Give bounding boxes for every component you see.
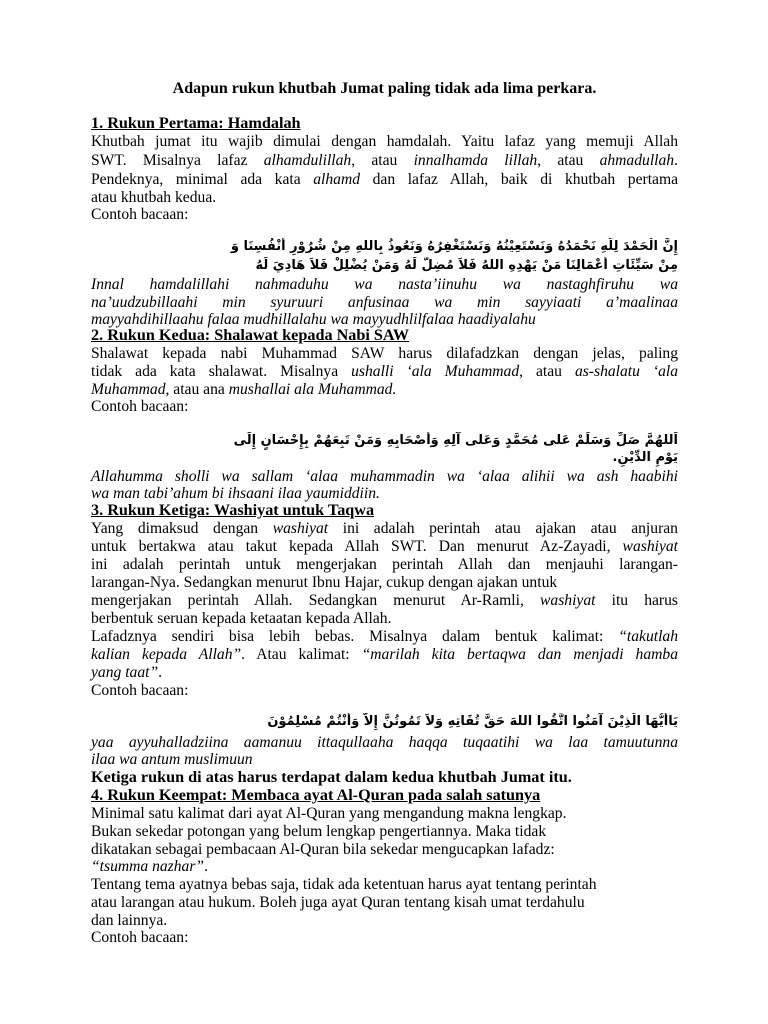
paragraph-line: dan lainnya. — [91, 912, 168, 929]
paragraph-line: “tsumma nazhar”. — [91, 858, 208, 875]
paragraph-line: berbentuk seruan kepada ketaatan kepada Allah. — [91, 610, 392, 627]
paragraph-line: mengerjakan perintah Allah. Sedangkan menurut Ar-Ramli, washiyat itu harus — [91, 592, 678, 609]
paragraph-line: atau khutbah kedua. — [91, 189, 217, 206]
arabic-line: يَوْمِ الدِّيْنِ. — [612, 450, 678, 465]
section-2-heading: 2. Rukun Kedua: Shalawat kepada Nabi SAW — [91, 326, 410, 344]
paragraph-line: untuk bertakwa atau takut kepada Allah SWT. Dan menurut Az-Zayadi, washiyat — [91, 538, 678, 555]
transliteration-line: yaa ayyuhalladziina aamanuu ittaqullaaha haqqa tuqaatihi wa laa tamuutunna — [91, 734, 678, 751]
paragraph-line: yang taat”. — [91, 664, 163, 681]
arabic-line: إِنَّ الْحَمْدَ لِلَّهِ نَحْمَدُهُ وَنَسْتَعِيْنُهُ وَنَسْتَغْفِرُهُ وَنَعُوذُ بِاللهِ مِنْ شُرُوْرِ أَنْفُسِنَا وَ — [230, 239, 678, 254]
arabic-line: اَللهُمَّ صَلِّ وَسَلِّمْ عَلى مُحَمَّدٍ وَعَلى آلِهِ وَأَصْحَابِهِ وَمَنْ تَبِعَهُمْ بِإِحْسَانٍ إِلَى — [233, 433, 678, 448]
paragraph-line: Yang dimaksud dengan washiyat ini adalah perintah atau ajakan atau anjuran — [91, 520, 678, 537]
transliteration-line: na’uudzubillaahi min syuruuri anfusinaa wa min sayyiaati a’maalinaa — [91, 294, 678, 311]
document-title: Adapun rukun khutbah Jumat paling tidak ada lima perkara. — [172, 80, 597, 97]
example-label: Contoh bacaan: — [91, 682, 189, 699]
paragraph-line: Pendeknya, minimal ada kata alhamd dan lafaz Allah, baik di khutbah pertama — [91, 171, 678, 188]
paragraph-line: kalian kepada Allah”. Atau kalimat: “marilah kita bertaqwa dan menjadi hamba — [91, 646, 678, 663]
paragraph-line: tidak ada kata shalawat. Misalnya ushalli ‘ala Muhammad, atau as-shalatu ‘ala — [91, 363, 679, 380]
paragraph-line: Khutbah jumat itu wajib dimulai dengan hamdalah. Yaitu lafaz yang memuji Allah — [91, 133, 678, 150]
paragraph-line: Bukan sekedar potongan yang belum lengkap pengertiannya. Maka tidak — [91, 823, 547, 840]
transliteration-line: Innal hamdalillahi nahmaduhu wa nasta’iinuhu wa nastaghfiruhu wa — [91, 276, 678, 293]
example-label: Contoh bacaan: — [91, 929, 189, 946]
paragraph-line: SWT. Misalnya lafaz alhamdulillah, atau innalhamda lillah, atau ahmadullah. — [91, 152, 678, 169]
transliteration-line: ilaa wa antum muslimuun — [91, 751, 253, 768]
paragraph-line: Tentang tema ayatnya bebas saja, tidak ada ketentuan harus ayat tentang perintah — [91, 876, 597, 893]
example-label: Contoh bacaan: — [91, 398, 189, 415]
paragraph-line: dikatakan sebagai pembacaan Al-Quran bila sekedar mengucapkan lafadz: — [91, 841, 555, 858]
transliteration-line: Allahumma sholli wa sallam ‘alaa muhammadin wa ‘alaa alihii wa ash haabihi — [91, 468, 678, 485]
section-4-heading: 4. Rukun Keempat: Membaca ayat Al-Quran pada salah satunya — [91, 786, 541, 804]
section-note: Ketiga rukun di atas harus terdapat dalam kedua khutbah Jumat itu. — [91, 768, 572, 786]
section-1-heading: 1. Rukun Pertama: Hamdalah — [91, 114, 301, 132]
section-3-heading: 3. Rukun Ketiga: Washiyat untuk Taqwa — [91, 501, 375, 519]
paragraph-line: Lafadznya sendiri bisa lebih bebas. Misalnya dalam bentuk kalimat: “takutlah — [91, 628, 678, 645]
arabic-line: يَاأَيُّهَا الَّذِيْنَ آمَنُوا اتَّقُوا اللهَ حَقَّ تُقَاتِهِ وَلاَ تَمُوتُنَّ إِلاَّ وَأَنْتُمْ مُسْلِمُوْنَ — [267, 714, 678, 729]
arabic-line: مِنْ سَيِّئَاتِ أَعْمَالِنَا مَنْ يَهْدِهِ اللهُ فَلاَ مُضِلَّ لَهُ وَمَنْ يُضْلِلْ فَلاَ هَادِيَ لَهُ — [255, 258, 678, 273]
paragraph-line: larangan-Nya. Sedangkan menurut Ibnu Hajar, cukup dengan ajakan untuk — [91, 574, 558, 591]
paragraph-line: atau larangan atau hukum. Boleh juga ayat Quran tentang kisah umat terdahulu — [91, 894, 585, 911]
paragraph-line: Muhammad, atau ana mushallai ala Muhammad. — [91, 381, 397, 398]
transliteration-line: wa man tabi’ahum bi ihsaani ilaa yaumiddiin. — [91, 485, 380, 502]
paragraph-line: Minimal satu kalimat dari ayat Al-Quran yang mengandung makna lengkap. — [91, 805, 567, 822]
transliteration-line: mayyahdihillaahu falaa mudhillalahu wa mayyudhlilfalaa haadiyalahu — [91, 311, 536, 328]
paragraph-line: ini adalah perintah untuk mengerjakan perintah Allah dan menjauhi larangan- — [91, 556, 678, 573]
example-label: Contoh bacaan: — [91, 206, 189, 223]
paragraph-line: Shalawat kepada nabi Muhammad SAW harus dilafadzkan dengan jelas, paling — [91, 345, 678, 362]
